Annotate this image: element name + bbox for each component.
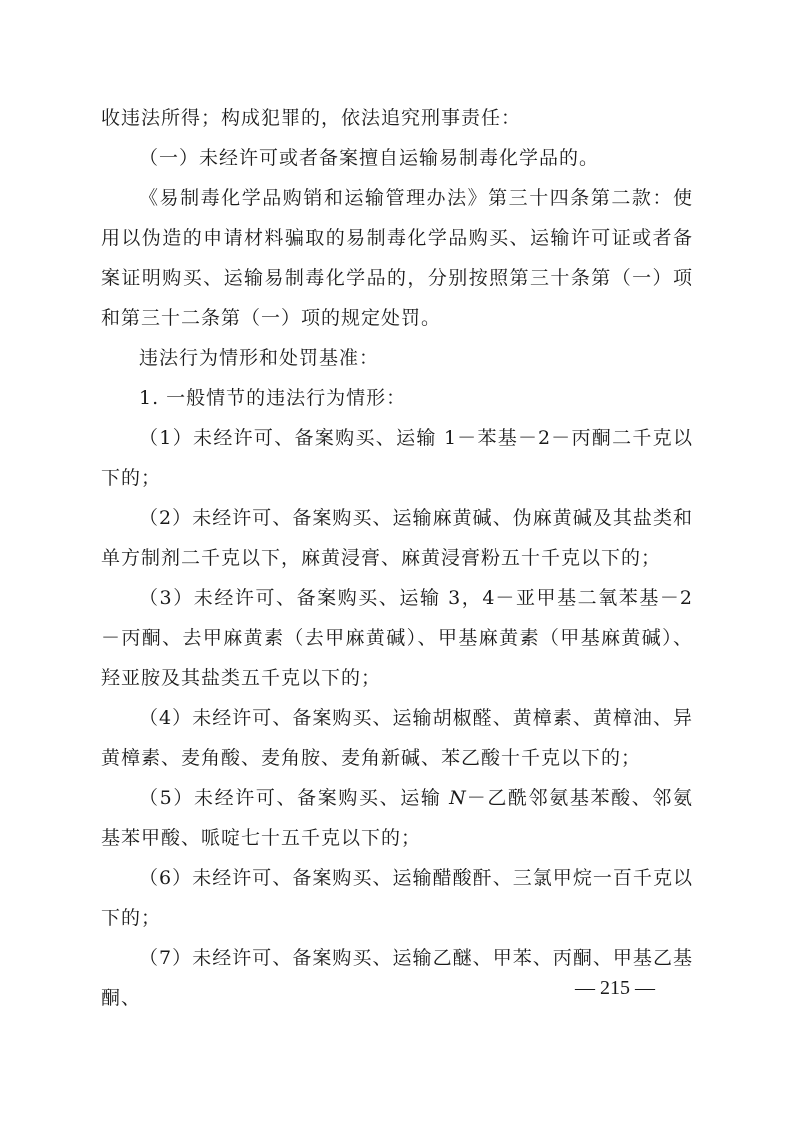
paragraph-case-7: （7）未经许可、备案购买、运输乙醚、甲苯、丙酮、甲基乙基酮、	[101, 947, 693, 1009]
paragraph-regulation-article: 《易制毒化学品购销和运输管理办法》第三十四条第二款：使用以伪造的申请材料骗取的易制毒化学品购买、运输许可证或者备案证明购买、运输易制毒化学品的，分别按照第三十条第（一）项和第三十二条第（一）项的规定处罚。	[101, 187, 693, 329]
paragraph-case-6: （6）未经许可、备案购买、运输醋酸酐、三氯甲烷一百千克以下的；	[101, 867, 693, 929]
paragraph-case-5	[101, 778, 693, 858]
paragraph-subheading-general: 1. 一般情节的违法行为情形：	[139, 387, 407, 409]
body-text	[101, 98, 693, 1018]
paragraph-item-1: （一）未经许可或者备案擅自运输易制毒化学品的。	[139, 147, 600, 169]
paragraph-heading-benchmark: 违法行为情形和处罚基准：	[139, 347, 380, 369]
paragraph-case-1: （1）未经许可、备案购买、运输 1－苯基－2－丙酮二千克以下的；	[101, 427, 693, 489]
case-5-italic-n: N	[449, 787, 467, 809]
case-5-text-start: （5）未经许可、备案购买、运输	[139, 787, 450, 809]
paragraph-case-2: （2）未经许可、备案购买、运输麻黄碱、伪麻黄碱及其盐类和单方制剂二千克以下，麻黄浸膏、麻黄浸膏粉五十千克以下的；	[101, 507, 693, 569]
case-5-text-end: －乙酰邻氨基苯酸、邻氨基苯甲酸、哌啶七十五千克以下的；	[101, 787, 693, 849]
paragraph-case-4: （4）未经许可、备案购买、运输胡椒醛、黄樟素、黄樟油、异黄樟素、麦角酸、麦角胺、麦角新碱、苯乙酸十千克以下的；	[101, 707, 693, 769]
paragraph-continuation: 收违法所得；构成犯罪的，依法追究刑事责任：	[101, 107, 522, 129]
page-number: — 215 —	[575, 977, 655, 999]
paragraph-case-3: （3）未经许可、备案购买、运输 3，4－亚甲基二氧苯基－2－丙酮、去甲麻黄素（去甲麻黄碱）、甲基麻黄素（甲基麻黄碱）、羟亚胺及其盐类五千克以下的；	[101, 587, 693, 689]
